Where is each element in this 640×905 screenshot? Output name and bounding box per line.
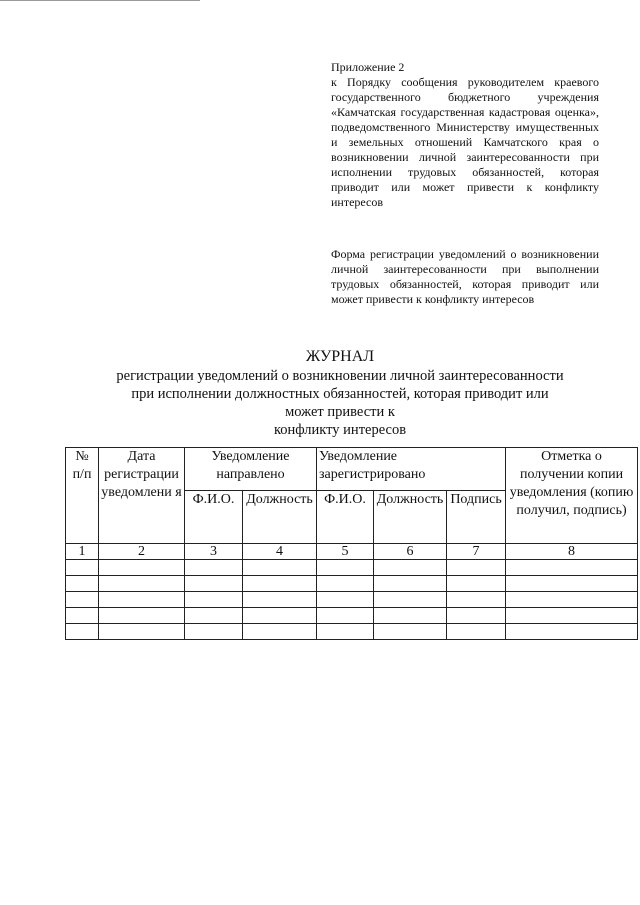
table-row	[66, 576, 638, 592]
table-cell	[374, 608, 447, 624]
table-cell	[66, 624, 99, 640]
column-number: 4	[243, 544, 317, 560]
header-fio-2: Ф.И.О.	[317, 491, 374, 544]
table-cell	[317, 560, 374, 576]
table-cell	[66, 608, 99, 624]
journal-subtitle-line-2: при исполнении должностных обязанностей, которая приводит или	[131, 386, 549, 402]
header-mark: Отметка о получении копии уведомления (копию получил, подпись)	[506, 448, 638, 544]
table-cell	[66, 560, 99, 576]
column-number: 7	[447, 544, 506, 560]
table-cell	[374, 624, 447, 640]
empty-rows	[66, 560, 638, 640]
table-cell	[185, 608, 243, 624]
table-cell	[66, 576, 99, 592]
header-signature: Подпись	[447, 491, 506, 544]
table-cell	[317, 592, 374, 608]
column-number: 5	[317, 544, 374, 560]
appendix-text: к Порядку сообщения руководителем краевого государственного бюджетного учреждения «Камчатская государственная кадастровая оценка», подведомственного Министерству имущественных и земельных отношений Камчатского края о возникновении личной заинтересованности при исполнении трудовых обязанностей, которая приводит или может привести к конфликту интересов	[331, 75, 599, 209]
table-cell	[374, 576, 447, 592]
header-position-2: Должность	[374, 491, 447, 544]
table-cell	[99, 592, 185, 608]
table-row	[66, 560, 638, 576]
header-fio: Ф.И.О.	[185, 491, 243, 544]
column-number-row	[66, 544, 638, 560]
table-cell	[185, 592, 243, 608]
form-note: Форма регистрации уведомлений о возникновении личной заинтересованности при выполнении трудовых обязанностей, которая приводит или может привести к конфликту интересов	[331, 247, 599, 306]
table-cell	[99, 560, 185, 576]
table-cell	[506, 592, 638, 608]
table-cell	[447, 624, 506, 640]
table-row	[66, 624, 638, 640]
column-number: 8	[506, 544, 638, 560]
header-registered: Уведомление зарегистрировано	[317, 448, 506, 491]
table-cell	[447, 576, 506, 592]
table-cell	[374, 560, 447, 576]
table-cell	[447, 592, 506, 608]
journal-heading	[100, 347, 580, 439]
table-cell	[317, 624, 374, 640]
table-cell	[99, 576, 185, 592]
journal-subtitle-line-1: регистрации уведомлений о возникновении личной заинтересованности	[116, 368, 564, 384]
table-cell	[243, 608, 317, 624]
table-cell	[506, 560, 638, 576]
table-cell	[374, 592, 447, 608]
column-number: 2	[99, 544, 185, 560]
journal-title: ЖУРНАЛ	[305, 348, 375, 365]
table-cell	[243, 560, 317, 576]
top-edge-line	[0, 0, 200, 1]
appendix-block	[331, 60, 599, 210]
table-cell	[185, 576, 243, 592]
table-cell	[99, 624, 185, 640]
table-cell	[243, 576, 317, 592]
table-cell	[506, 624, 638, 640]
column-number: 3	[185, 544, 243, 560]
column-number: 1	[66, 544, 99, 560]
header-date: Дата регистрации уведомлени я	[99, 448, 185, 544]
table-cell	[243, 624, 317, 640]
journal-subtitle-line-4: конфликту интересов	[273, 422, 407, 438]
table-cell	[66, 592, 99, 608]
registration-table	[65, 447, 638, 640]
column-number: 6	[374, 544, 447, 560]
header-num: № п/п	[66, 448, 99, 544]
table-row	[66, 608, 638, 624]
header-sent: Уведомление направлено	[185, 448, 317, 491]
header-row-1	[66, 448, 638, 491]
table-cell	[317, 608, 374, 624]
table-cell	[506, 576, 638, 592]
journal-subtitle-line-3: может привести к	[285, 404, 395, 420]
table-cell	[447, 560, 506, 576]
table-row	[66, 592, 638, 608]
table-cell	[185, 560, 243, 576]
table-cell	[447, 608, 506, 624]
appendix-title: Приложение 2	[331, 60, 405, 74]
table-cell	[243, 592, 317, 608]
header-position: Должность	[243, 491, 317, 544]
table-cell	[185, 624, 243, 640]
table-cell	[99, 608, 185, 624]
table-cell	[506, 608, 638, 624]
table-cell	[317, 576, 374, 592]
